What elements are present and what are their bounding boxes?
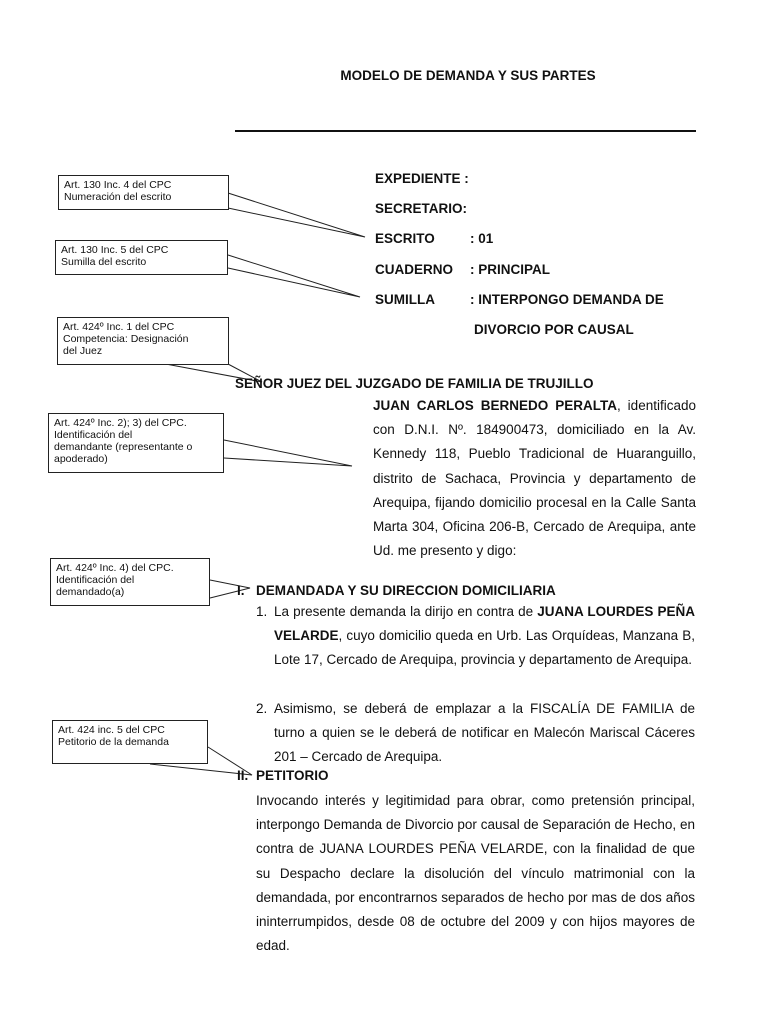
item-2-paragraph: Asimismo, se deberá de emplazar a la FISCALÍA DE FAMILIA de turno a quien se le deberá de notificar en Malecón Mariscal Cáceres 201 – Cercado de Arequipa. [274,701,695,765]
callout-line-1 [228,193,365,237]
section-1-heading: DEMANDADA Y SU DIRECCION DOMICILIARIA [256,583,556,598]
annotation-box [57,317,229,365]
item-1-paragraph [274,600,695,673]
header-value: : 01 [470,231,494,246]
callout-line-2 [228,255,360,297]
plaintiff-name: JUAN CARLOS BERNEDO PERALTA [373,398,617,413]
annotation-box [58,175,229,210]
callout-line-4 [224,440,352,466]
section-1-numeral: I. [237,583,245,598]
header-label: EXPEDIENTE : [375,171,469,186]
header-value: : INTERPONGO DEMANDA DE [470,292,664,307]
header-value: : PRINCIPAL [470,262,550,277]
title-rule [235,130,696,132]
annotation-box [55,240,228,275]
header-expediente [375,171,469,186]
plaintiff-paragraph [373,394,696,563]
defendant-name: JUANA LOURDES PEÑA VELARDE [274,604,695,644]
sumilla-continuation: DIVORCIO POR CAUSAL [474,322,634,337]
header-label: SUMILLA [375,292,435,307]
header-sumilla [375,292,664,307]
header-cuaderno [375,262,550,277]
item-2-number: 2. [256,701,268,716]
annotation-text: Art. 424º Inc. 4) del CPC. Identificación del demandado(a) [56,562,174,598]
plaintiff-details: , identificado con D.N.I. Nº. 184900473, domiciliado en la Av. Kennedy 118, Pueblo Tradicional de Huaranguillo, distrito de Sachaca, Provincia y departamento de Arequipa, fijando domicilio procesal en la Calle Santa Marta 304, Oficina 206-B, Cercado de Arequipa, ante Ud. me presento y digo: [373,398,696,559]
judge-addressee: SEÑOR JUEZ DEL JUZGADO DE FAMILIA DE TRUJILLO [235,376,594,391]
document-title: MODELO DE DEMANDA Y SUS PARTES [340,68,596,83]
header-label: SECRETARIO: [375,201,468,216]
annotation-text: Art. 130 Inc. 4 del CPC Numeración del escrito [64,179,172,203]
item-1-text-before: La presente demanda la dirijo en contra de [274,604,538,619]
header-escrito [375,231,493,246]
section-2-numeral: II. [237,768,249,783]
annotation-box [48,413,224,473]
section-2-heading: PETITORIO [256,768,329,783]
item-1-number: 1. [256,604,268,619]
annotation-text: Art. 130 Inc. 5 del CPC Sumilla del escrito [61,244,169,268]
header-secretario [375,201,467,216]
item-1-text-after: , cuyo domicilio queda en Urb. Las Orquídeas, Manzana B, Lote 17, Cercado de Arequipa, provincia y departamento de Arequipa. [274,628,695,668]
annotation-text: Art. 424 inc. 5 del CPC Petitorio de la demanda [58,724,169,748]
annotation-text: Art. 424º Inc. 2); 3) del CPC. Identificación del demandante (representante o apoderado) [54,417,193,465]
annotation-box [52,720,208,764]
header-label: ESCRITO [375,231,435,246]
petitorio-paragraph: Invocando interés y legitimidad para obrar, como pretensión principal, interpongo Demanda de Divorcio por causal de Separación de Hecho, en contra de JUANA LOURDES PEÑA VELARDE, con la finalidad de que su Despacho declare la disolución del vínculo matrimonial con la demandada, por encontrarnos separados de hecho por mas de dos años ininterrumpidos, desde 08 de octubre del 2009 y con hijos mayores de edad. [256,793,695,954]
annotation-box [50,558,210,606]
header-label: CUADERNO [375,262,454,277]
annotation-text: Art. 424º Inc. 1 del CPC Competencia: Designación del Juez [63,321,189,357]
